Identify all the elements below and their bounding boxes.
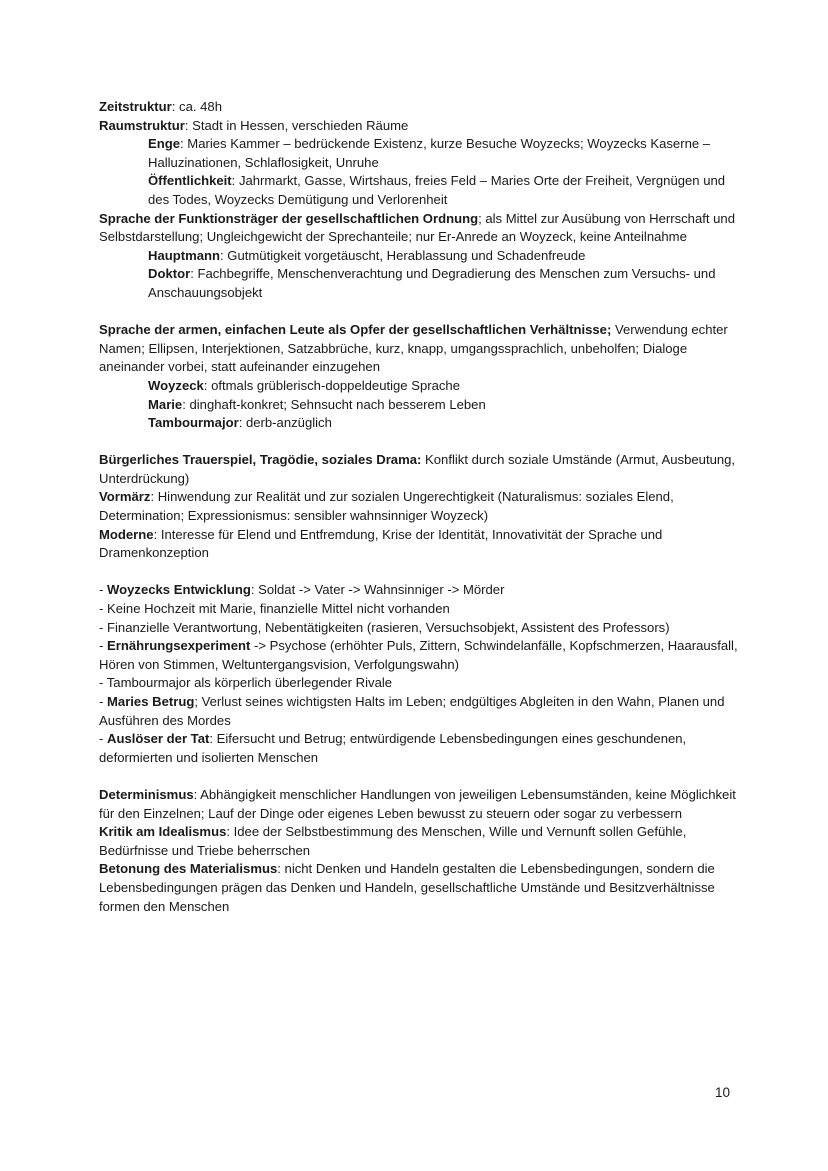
raumstruktur-text: : Stadt in Hessen, verschieden Räume	[184, 117, 409, 133]
list-item: - Finanzielle Verantwortung, Nebentätigkeiten (rasieren, Versuchsobjekt, Assistent des Professors)	[99, 619, 670, 635]
enge-label: Enge	[148, 136, 181, 152]
marie-line	[99, 396, 739, 415]
woyzecks-entwicklung-label: Woyzecks Entwicklung	[107, 582, 251, 598]
hauptmann-line	[99, 247, 739, 266]
vormaerz-label: Vormärz	[99, 489, 151, 505]
vormaerz-line	[99, 488, 739, 525]
moderne-text: : Interesse für Elend und Entfremdung, Krise der Identität, Innovativität der Sprache und Dramenkonzeption	[99, 526, 663, 561]
moderne-label: Moderne	[99, 526, 154, 542]
hauptmann-text: : Gutmütigkeit vorgetäuscht, Herablassung und Schadenfreude	[220, 247, 586, 263]
materialismus-line	[99, 860, 739, 916]
kritik-idealismus-text: : Idee der Selbstbestimmung des Menschen, Wille und Vernunft sollen Gefühle, Bedürfnisse und Triebe beherrschen	[99, 824, 687, 858]
zeitstruktur-text: : ca. 48h	[171, 99, 222, 114]
sprache-funktionstraeger-text: ; als Mittel zur Ausübung von Herrschaft und Selbstdarstellung; Ungleichgewicht der Sprechanteile; nur Er-Anrede an Woyzeck, keine Anteilnahme	[99, 210, 735, 245]
zeitstruktur-line	[99, 98, 739, 117]
list-item: - Maries Betrug; Verlust seines wichtigsten Halts im Leben; endgültiges Abgleiten in den Wahn, Planen und Ausführen des Mordes	[99, 694, 725, 728]
maries-betrug-label: Maries Betrug	[107, 694, 195, 709]
enge-text: : Maries Kammer – bedrückende Existenz, kurze Besuche Woyzecks; Woyzecks Kaserne – Halluzinationen, Schlaflosigkeit, Unruhe	[148, 136, 711, 170]
materialismus-text: : nicht Denken und Handeln gestalten die Lebensbedingungen, sondern die Lebensbedingungen prägen das Denken und Handeln, gesellschaftliche Umstände und Besitzverhältnisse formen den Menschen	[99, 861, 715, 914]
materialismus-label: Betonung des Materialismus	[99, 861, 278, 877]
marie-label: Marie	[148, 396, 183, 412]
genre-text: Konflikt durch soziale Umstände (Armut, Ausbeutung, Unterdrückung)	[99, 452, 736, 486]
oeffentlichkeit-line	[99, 172, 739, 209]
sprache-arme-text: Verwendung echter Namen; Ellipsen, Interjektionen, Satzabbrüche, kurz, knapp, umgangssprachlich, unbeholfen; Dialoge aneinander vorbei, statt aufeinander einzugehen	[99, 322, 728, 375]
sprache-arme-label: Sprache der armen, einfachen Leute als Opfer der gesellschaftlichen Verhältnisse;	[99, 322, 612, 338]
marie-text: : dinghaft-konkret; Sehnsucht nach besserem Leben	[182, 396, 486, 412]
hauptmann-label: Hauptmann	[148, 247, 221, 263]
vormaerz-text: : Hinwendung zur Realität und zur sozialen Ungerechtigkeit (Naturalismus: soziales Elend, Determination; Expressionismus: sensibler wahnsinniger Woyzeck)	[99, 489, 674, 524]
doktor-line	[99, 265, 739, 302]
list-item: - Woyzecks Entwicklung: Soldat -> Vater -> Wahnsinniger -> Mörder	[99, 582, 505, 598]
doktor-text: : Fachbegriffe, Menschenverachtung und Degradierung des Menschen zum Versuchs- und Anschauungsobjekt	[148, 266, 716, 300]
raumstruktur-line	[99, 117, 739, 136]
tambourmajor-line	[99, 414, 739, 433]
doktor-label: Doktor	[148, 266, 191, 282]
sprache-funktionstraeger-label: Sprache der Funktionsträger der gesellschaftlichen Ordnung	[99, 210, 479, 226]
determinismus-label: Determinismus	[99, 786, 194, 802]
list-item: - Auslöser der Tat: Eifersucht und Betrug; entwürdigende Lebensbedingungen eines geschundenen, deformierten und isolierten Menschen	[99, 731, 687, 765]
raumstruktur-label: Raumstruktur	[99, 117, 185, 133]
list-item: - Tambourmajor als körperlich überlegender Rivale	[99, 675, 393, 691]
list-item: - Keine Hochzeit mit Marie, finanzielle Mittel nicht vorhanden	[99, 601, 450, 617]
determinismus-line	[99, 786, 739, 823]
woyzeck-line	[99, 377, 739, 396]
tambourmajor-text: : derb-anzüglich	[238, 415, 332, 431]
genre-line	[99, 451, 739, 488]
woyzeck-label: Woyzeck	[148, 377, 204, 393]
determinismus-text: : Abhängigkeit menschlicher Handlungen von jeweiligen Lebensumständen, keine Möglichkeit für den Einzelnen; Lauf der Dinge oder eigenes Leben bewusst zu steuern oder sogar zu verbessern	[99, 786, 736, 821]
woyzeck-text: : oftmals grüblerisch-doppeldeutige Sprache	[203, 377, 461, 393]
ausloeser-label: Auslöser der Tat	[107, 731, 210, 747]
oeffentlichkeit-text: : Jahrmarkt, Gasse, Wirtshaus, freies Feld – Maries Orte der Freiheit, Vergnügen und des Todes, Woyzecks Demütigung und Verlorenheit	[148, 173, 726, 207]
kritik-idealismus-label: Kritik am Idealismus	[99, 824, 227, 840]
zeitstruktur-label: Zeitstruktur	[99, 99, 172, 114]
oeffentlichkeit-label: Öffentlichkeit	[148, 173, 232, 189]
moderne-line	[99, 526, 739, 563]
list-item: - Ernährungsexperiment -> Psychose (erhöhter Puls, Zittern, Schwindelanfälle, Kopfschmerzen, Haarausfall, Hören von Stimmen, Weltuntergangsvision, Verfolgungswahn)	[99, 638, 738, 672]
kritik-idealismus-line	[99, 823, 739, 860]
sprache-funktionstraeger-line	[99, 210, 739, 247]
page-number: 10	[714, 1085, 730, 1100]
genre-label: Bürgerliches Trauerspiel, Tragödie, soziales Drama:	[99, 452, 422, 468]
document-page	[99, 98, 739, 916]
tambourmajor-label: Tambourmajor	[148, 415, 239, 431]
sprache-arme-line	[99, 321, 739, 377]
enge-line	[99, 135, 739, 172]
ernaehrungsexperiment-label: Ernährungsexperiment	[107, 638, 251, 654]
